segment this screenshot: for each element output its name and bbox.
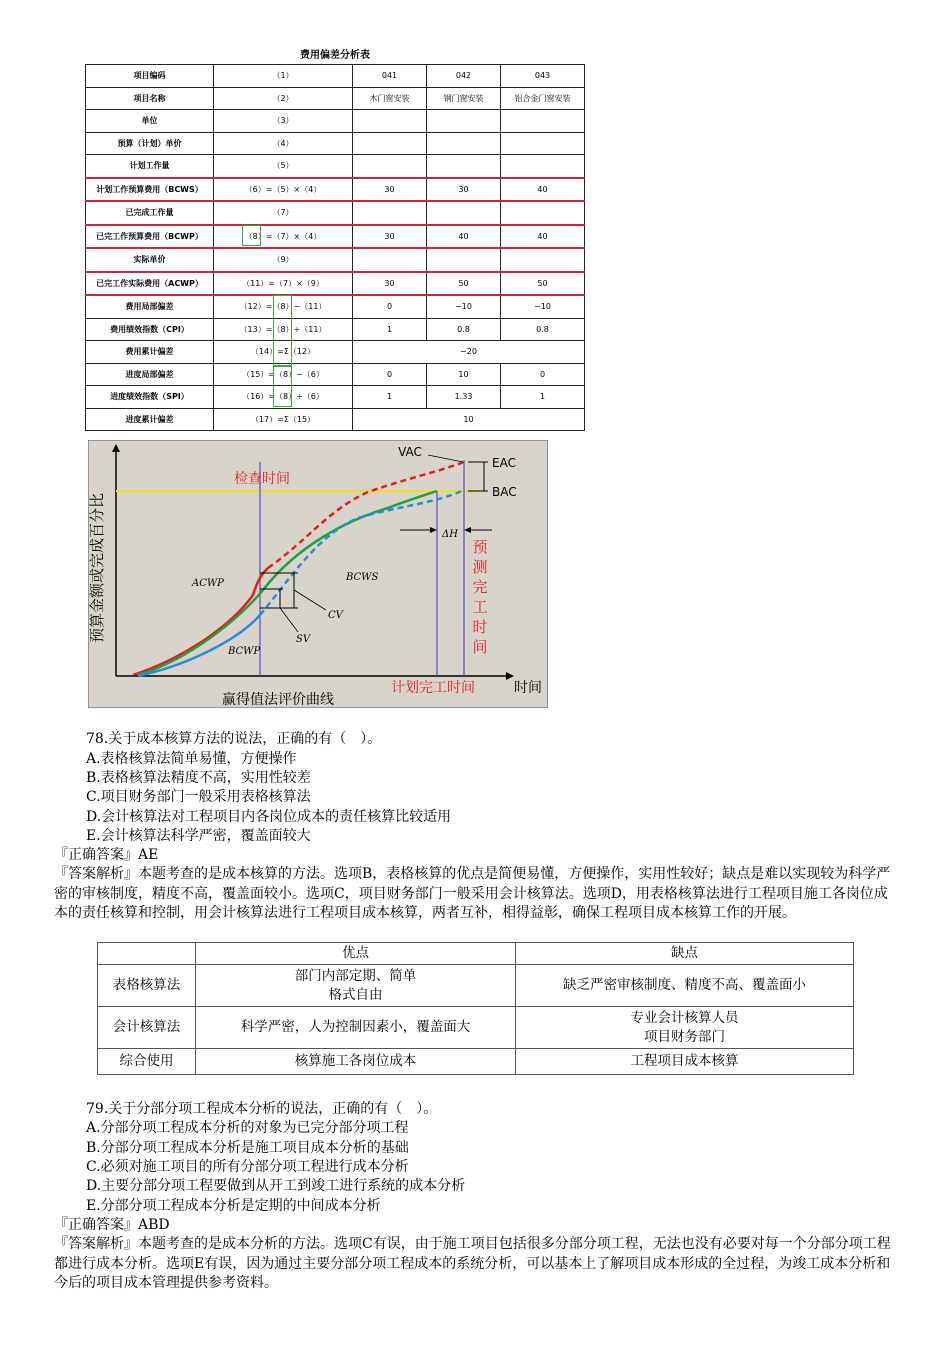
table-cell: 40: [427, 225, 501, 249]
table-cell: 费用局部偏差: [86, 295, 214, 318]
eac-label: EAC: [492, 456, 516, 470]
table-cell: 40: [501, 178, 585, 202]
table-cell: 0: [353, 295, 427, 318]
method-comparison-table: [97, 942, 854, 1075]
table-cell: 10: [353, 408, 585, 431]
table-cell: [501, 248, 585, 272]
table-cell: [501, 132, 585, 155]
table-cell: 30: [353, 225, 427, 249]
cell-line: 格式自由: [328, 986, 383, 1003]
cv-label: CV: [328, 610, 343, 621]
method-table-row: [98, 965, 854, 1007]
table-cell: （7）: [214, 201, 353, 225]
q79-analysis: 『答案解析』本题考查的是成本分析的方法。选项C有误，由于施工项目包括很多分部分项工程，无法也没有必要对每一个分部分项工程都进行成本分析。选项E有误，因为通过主要分部分项工程成本的系统分析，可以基本上了解项目成本形成的全过程，为竣工成本分析和今后的项目成本管理提供参考资料。: [54, 1236, 891, 1291]
cell-line: 部门内部定期、简单: [294, 967, 417, 984]
cost-table-row: [86, 65, 585, 88]
table-cell: （5）: [214, 155, 353, 178]
table-cell: 30: [353, 178, 427, 202]
method-name: 会计核算法: [98, 1007, 196, 1049]
table-cell: 已完工作预算费用（BCWP）: [86, 225, 214, 249]
table-cell: （9）: [214, 248, 353, 272]
cost-table-row: [86, 178, 585, 202]
table-cell: [427, 110, 501, 133]
q78-option-d: D.会计核算法对工程项目内各岗位成本的责任核算比较适用: [86, 809, 452, 825]
method-pro: [196, 1049, 516, 1075]
cost-table-row: [86, 248, 585, 272]
cell-line: 缺乏严密审核制度、精度不高、覆盖面小: [563, 977, 806, 993]
table-cell: 进度绩效指数（SPI）: [86, 386, 214, 409]
method-name: 综合使用: [98, 1049, 196, 1075]
q79-option-c: C.必须对施工项目的所有分部分项工程进行成本分析: [86, 1159, 409, 1175]
cost-variance-table: [85, 64, 585, 431]
table-cell: 木门窗安装: [353, 87, 427, 110]
table-cell: 041: [353, 65, 427, 88]
table-cell: [427, 132, 501, 155]
table-cell: 10: [427, 363, 501, 386]
table-cell: 043: [501, 65, 585, 88]
table-cell: （1）: [214, 65, 353, 88]
y-axis-label: 预算金额或完成百分比: [88, 492, 106, 644]
method-con: [516, 965, 854, 1007]
cell-line: 科学严密，人为控制因素小，覆盖面大: [240, 1019, 471, 1035]
cost-table-row: [86, 386, 585, 409]
table-cell: 0.8: [501, 318, 585, 341]
table-cell: 0.8: [427, 318, 501, 341]
table-cell: （15）=（8）−（6）: [214, 363, 353, 386]
header-cell: 缺点: [516, 943, 854, 965]
bcwp-label: BCWP: [228, 646, 261, 657]
bac-label: BAC: [492, 485, 517, 499]
q79-option-a: A.分部分项工程成本分析的对象为已完分部分项工程: [86, 1120, 409, 1136]
table-cell: 0: [501, 363, 585, 386]
q79-option-e: E.分部分项工程成本分析是定期的中间成本分析: [86, 1198, 381, 1214]
cell-line: 核算施工各岗位成本: [294, 1053, 417, 1069]
table-cell: −20: [353, 341, 585, 364]
table-cell: 1: [501, 386, 585, 409]
table-cell: 1: [353, 318, 427, 341]
q79-stem: 79.关于分部分项工程成本分析的说法，正确的有（ ）。: [86, 1101, 438, 1117]
table-cell: [353, 248, 427, 272]
highlight-box: [242, 225, 261, 246]
table-cell: （12）=（8）−（11）: [214, 295, 353, 318]
table-cell: [427, 248, 501, 272]
forecast-finish-char: 预: [472, 538, 488, 556]
table-cell: [427, 155, 501, 178]
table-cell: [501, 110, 585, 133]
sv-label: SV: [296, 634, 311, 645]
table-cell: 50: [501, 272, 585, 296]
cell-line: 专业会计核算人员: [630, 1009, 739, 1026]
cost-table-row: [86, 110, 585, 133]
chart-caption: 赢得值法评价曲线: [222, 692, 334, 708]
cost-table-row: [86, 272, 585, 296]
method-pro: [196, 965, 516, 1007]
table-cell: 进度局部偏差: [86, 363, 214, 386]
method-con: [516, 1049, 854, 1075]
table-cell: 已完成工作量: [86, 201, 214, 225]
cost-table-row: [86, 225, 585, 249]
table-cell: 单位: [86, 110, 214, 133]
table-cell: 预算（计划）单价: [86, 132, 214, 155]
acwp-label: ACWP: [192, 578, 224, 589]
q78-option-a: A.表格核算法简单易懂，方便操作: [86, 751, 297, 767]
method-name: 表格核算法: [98, 965, 196, 1007]
table-cell: 钢门窗安装: [427, 87, 501, 110]
cost-table-row: [86, 87, 585, 110]
table-cell: （8）=（7）×（4）: [214, 225, 353, 249]
table-cell: 1: [353, 386, 427, 409]
method-table-header: [98, 943, 854, 965]
table-cell: 40: [501, 225, 585, 249]
cost-table-row: [86, 201, 585, 225]
table-cell: [353, 155, 427, 178]
q78-analysis: 『答案解析』本题考查的是成本核算的方法。选项B，表格核算的优点是简便易懂，方便操作，实用性较好；缺点是难以实现较为科学严密的审核制度，精度不高，覆盖面较小。选项C，项目财务部门一般采用会计核算法。选项D，用表格核算法进行工程项目施工各岗位成本的责任核算和控制，用会计核算法进行工程项目成本核算，两者互补，相得益彰，确保工程项目成本核算工作的开展。: [54, 866, 891, 921]
q78-option-b: B.表格核算法精度不高，实用性较差: [86, 770, 311, 786]
header-cell: 优点: [196, 943, 516, 965]
forecast-finish-char: 时: [472, 618, 488, 636]
method-con: [516, 1007, 854, 1049]
method-table-row: [98, 1007, 854, 1049]
q79-option-d: D.主要分部分项工程要做到从开工到竣工进行系统的成本分析: [86, 1178, 466, 1194]
table-cell: 50: [427, 272, 501, 296]
highlight-box: [273, 295, 292, 367]
forecast-finish-char: 间: [472, 638, 488, 656]
earned-value-chart: [88, 440, 548, 708]
table-cell: 费用累计偏差: [86, 341, 214, 364]
q78-option-c: C.项目财务部门一般采用表格核算法: [86, 789, 311, 805]
table-cell: （11）=（7）×（9）: [214, 272, 353, 296]
table-cell: （4）: [214, 132, 353, 155]
table-cell: 1.33: [427, 386, 501, 409]
table-cell: [427, 201, 501, 225]
table-cell: −10: [427, 295, 501, 318]
table-cell: （17）=Σ（15）: [214, 408, 353, 431]
method-pro: [196, 1007, 516, 1049]
q78-option-e: E.会计核算法科学严密，覆盖面较大: [86, 828, 311, 844]
table-cell: 计划工作量: [86, 155, 214, 178]
table-cell: 进度累计偏差: [86, 408, 214, 431]
table-cell: 项目编码: [86, 65, 214, 88]
table-cell: 铝合金门窗安装: [501, 87, 585, 110]
planned-finish-label: 计划完工时间: [391, 680, 475, 696]
table-cell: 项目名称: [86, 87, 214, 110]
table-cell: 费用绩效指数（CPI）: [86, 318, 214, 341]
table-cell: [353, 110, 427, 133]
table-cell: [501, 155, 585, 178]
cost-table-row: [86, 363, 585, 386]
cell-line: 项目财务部门: [644, 1028, 725, 1045]
cost-table-row: [86, 341, 585, 364]
table-cell: （3）: [214, 110, 353, 133]
q78-stem: 78.关于成本核算方法的说法，正确的有（ ）。: [86, 731, 382, 747]
table-cell: [501, 201, 585, 225]
table-cell: 实际单价: [86, 248, 214, 272]
method-table-row: [98, 1049, 854, 1075]
q79-option-b: B.分部分项工程成本分析是施工项目成本分析的基础: [86, 1140, 409, 1156]
table-cell: 30: [427, 178, 501, 202]
forecast-finish-char: 工: [472, 598, 488, 616]
cost-table-row: [86, 155, 585, 178]
table-cell: −10: [501, 295, 585, 318]
q79-answer: 『正确答案』ABD: [54, 1217, 170, 1233]
table-cell: （2）: [214, 87, 353, 110]
forecast-finish-char: 完: [472, 578, 488, 596]
x-axis-label: 时间: [514, 680, 542, 696]
table-cell: （14）=Σ（12）: [214, 341, 353, 364]
cost-table-row: [86, 295, 585, 318]
highlight-box: [273, 365, 292, 407]
table-cell: [353, 132, 427, 155]
table-cell: 已完工作实际费用（ACWP）: [86, 272, 214, 296]
cost-table-row: [86, 408, 585, 431]
cell-line: 工程项目成本核算: [630, 1053, 739, 1069]
header-cell: [98, 943, 196, 965]
vac-label: VAC: [398, 445, 422, 459]
cost-table-row: [86, 318, 585, 341]
table-cell: （6）=（5）×（4）: [214, 178, 353, 202]
bcws-label: BCWS: [346, 572, 379, 583]
table-cell: [353, 201, 427, 225]
table-cell: （13）=（8）÷（11）: [214, 318, 353, 341]
dh-label: ΔH: [442, 529, 458, 540]
cost-table-title: 费用偏差分析表: [300, 50, 370, 61]
table-cell: 计划工作预算费用（BCWS）: [86, 178, 214, 202]
table-cell: （16）=（8）÷（6）: [214, 386, 353, 409]
check-time-label: 检查时间: [234, 471, 290, 487]
cost-table-row: [86, 132, 585, 155]
forecast-finish-char: 测: [472, 558, 488, 576]
q78-answer: 『正确答案』AE: [54, 847, 159, 863]
table-cell: 0: [353, 363, 427, 386]
table-cell: 30: [353, 272, 427, 296]
table-cell: 042: [427, 65, 501, 88]
